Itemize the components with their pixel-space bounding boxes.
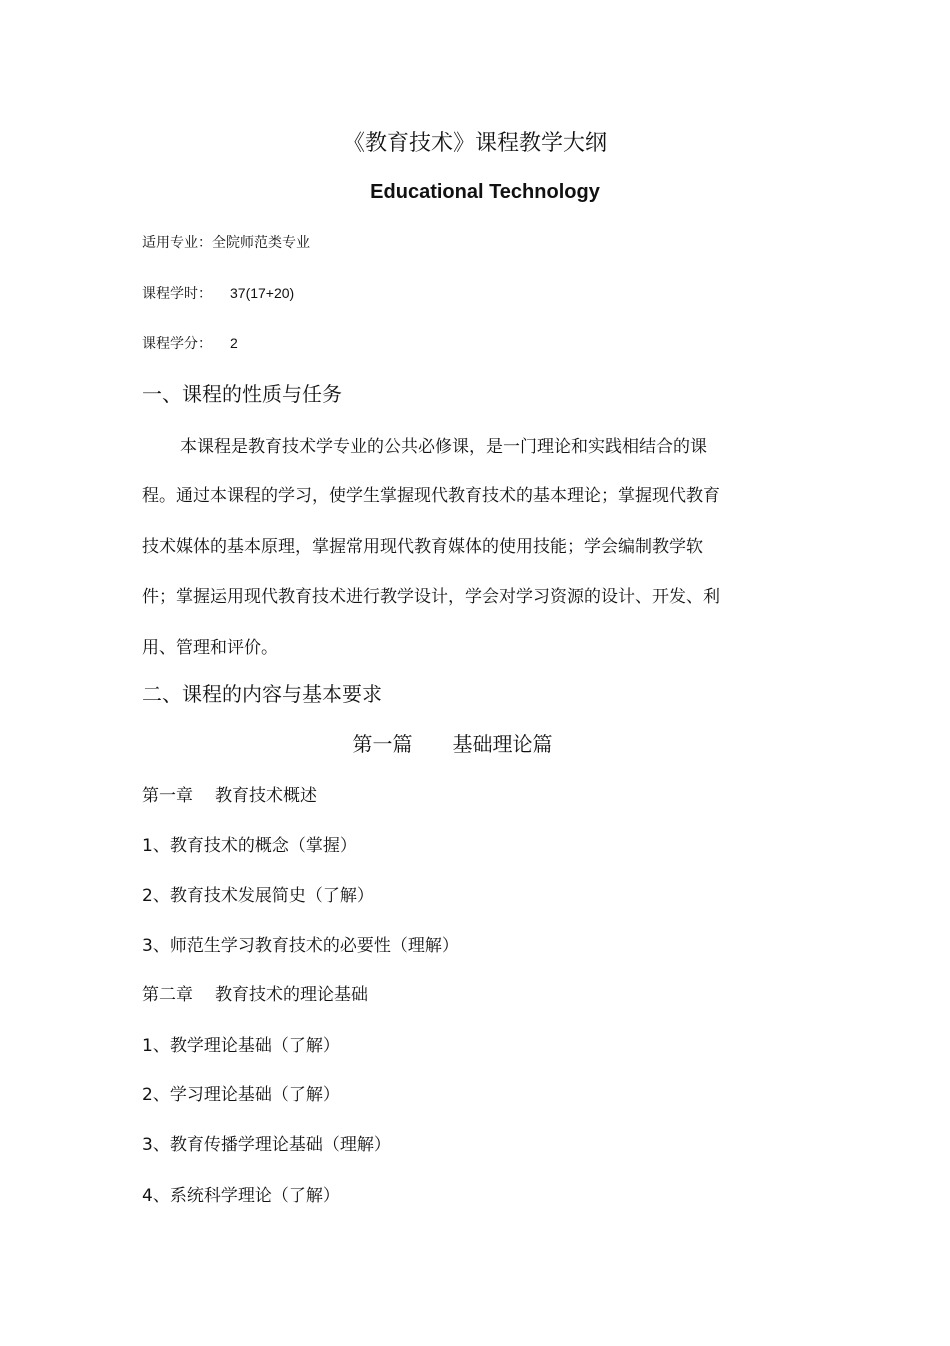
meta-major-label: 适用专业： <box>142 235 212 251</box>
meta-credit <box>142 333 238 353</box>
meta-hours-value: 37(17+20) <box>230 285 295 301</box>
document-subtitle: Educational Technology <box>370 181 600 203</box>
document-title: 《教育技术》课程教学大纲 <box>342 131 607 156</box>
section1-line-1: 本课程是教育技术学专业的公共必修课，是一门理论和实践相结合的课 <box>180 437 707 457</box>
section2-heading: 二、课程的内容与基本要求 <box>142 682 382 706</box>
chapter1-heading <box>142 781 317 806</box>
meta-major-value: 全院师范类专业 <box>212 235 310 251</box>
meta-credit-label: 课程学分： <box>142 336 212 352</box>
chapter2-heading <box>142 980 368 1005</box>
meta-major <box>142 232 310 252</box>
chapter2-label: 第二章 <box>142 985 193 1005</box>
chapter2-item-3: 3、教育传播学理论基础（理解） <box>142 1135 391 1155</box>
chapter1-item-2: 2、教育技术发展简史（了解） <box>142 886 374 906</box>
part-label: 第一篇 <box>352 732 413 756</box>
section1-line-3: 技术媒体的基本原理，掌握常用现代教育媒体的使用技能；学会编制教学软 <box>142 537 703 557</box>
chapter1-label: 第一章 <box>142 786 193 806</box>
chapter2-item-2: 2、学习理论基础（了解） <box>142 1085 340 1105</box>
chapter1-item-1: 1、教育技术的概念（掌握） <box>142 836 357 856</box>
part-heading <box>0 728 905 757</box>
part-title: 基础理论篇 <box>452 732 553 756</box>
meta-credit-value: 2 <box>230 335 238 351</box>
chapter2-item-1: 1、教学理论基础（了解） <box>142 1036 340 1056</box>
chapter2-item-4: 4、系统科学理论（了解） <box>142 1186 340 1206</box>
meta-hours <box>142 283 294 303</box>
section1-line-2: 程。通过本课程的学习，使学生掌握现代教育技术的基本理论；掌握现代教育 <box>142 486 720 506</box>
section1-line-4: 件；掌握运用现代教育技术进行教学设计，学会对学习资源的设计、开发、利 <box>142 587 720 607</box>
chapter1-item-3: 3、师范生学习教育技术的必要性（理解） <box>142 936 459 956</box>
chapter1-title: 教育技术概述 <box>215 786 317 806</box>
section1-line-5: 用、管理和评价。 <box>142 638 278 658</box>
section1-heading: 一、课程的性质与任务 <box>142 382 342 406</box>
chapter2-title: 教育技术的理论基础 <box>215 985 368 1005</box>
meta-hours-label: 课程学时： <box>142 286 212 302</box>
